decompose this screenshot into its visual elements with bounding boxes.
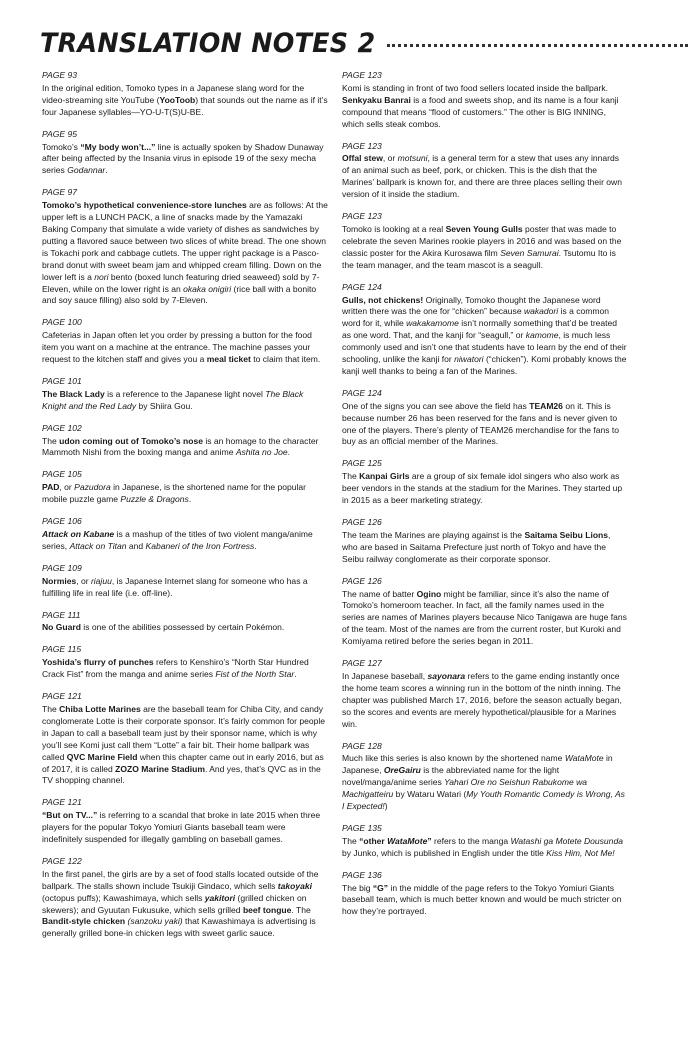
note-page-label: PAGE 102 bbox=[42, 422, 82, 433]
translation-note bbox=[42, 610, 328, 635]
note-page-label: PAGE 93 bbox=[42, 70, 77, 80]
translation-note bbox=[342, 388, 628, 449]
note-page-label: PAGE 123 bbox=[342, 140, 382, 151]
note-body: Yoshida’s flurry of punches refers to Kenshiro’s “North Star Hundred Crack Fist” from the manga and anime series Fist of the North Star. bbox=[42, 657, 309, 680]
note-page-label: PAGE 121 bbox=[42, 797, 82, 808]
translation-note bbox=[42, 563, 328, 600]
note-page-label: PAGE 124 bbox=[342, 281, 382, 292]
note-page-label: PAGE 125 bbox=[342, 458, 382, 469]
note-body: The team the Marines are playing against is the Saitama Seibu Lions, who are based in Saitama Prefecture just north of Tokyo and have the Seibu railway conglomerate as their corporate sponsor. bbox=[342, 529, 611, 564]
translation-note bbox=[342, 211, 628, 272]
translation-note bbox=[42, 187, 328, 307]
note-body: Cafeterias in Japan often let you order by pressing a button for the food item you want on a machine at the entrance. The machine passes your request to the kitchen staff and gives you a meal ticket to claim that item. bbox=[42, 330, 321, 365]
note-page-label: PAGE 106 bbox=[42, 516, 82, 527]
note-body: The name of batter Ogino might be familiar, since it’s also the name of Tomoko’s homeroom teacher. In fact, all the family names used in the series are names of Marines players because Nico Tanigawa are huge fans of the team. Most of the names are from the current roster, but Kuroki and Komiyama retired before the series began in 2011. bbox=[342, 588, 627, 647]
note-page-label: PAGE 126 bbox=[342, 517, 382, 527]
note-body: Normies, or riajuu, is Japanese Internet slang for someone who has a fulfilling life in real life (i.e. off-line). bbox=[42, 575, 308, 598]
note-page-label: PAGE 135 bbox=[342, 822, 382, 833]
note-page-label: PAGE 115 bbox=[42, 644, 82, 655]
note-page-label: PAGE 105 bbox=[42, 469, 82, 480]
translation-note bbox=[42, 317, 328, 366]
note-body: The “other WataMote” refers to the manga Watashi ga Motete Dousunda by Junko, which is published in English under the title Kiss Him, Not Me! bbox=[342, 835, 623, 858]
note-body: Tomoko is looking at a real Seven Young Gulls poster that was made to celebrate the seven Marines rookie players in 2016 and was based on the classic poster for the Akira Kurosawa film Seven Samurai. Tsutomu Ito is the team manager, and the team mascot is a seagull. bbox=[342, 223, 622, 270]
translation-note bbox=[342, 282, 628, 378]
translation-note bbox=[42, 856, 328, 940]
translation-note bbox=[42, 469, 328, 506]
note-page-label: PAGE 126 bbox=[342, 575, 382, 586]
note-body: The Chiba Lotte Marines are the baseball team for Chiba City, and candy conglomerate Lotte is their corporate sponsor. It’s fairly common for people in Japan to call a baseball team just by their sponsor name, which is why you’ll see Komi just call them “Lotte” a fair bit. Their home ballpark was called QVC Marine Field when this chapter came out in early 2016, but as of 2017, it is called ZOZO Marine Stadium. And yes, that’s QVC as in the TV shopping channel. bbox=[42, 703, 325, 786]
translation-note bbox=[342, 576, 628, 648]
note-body: The udon coming out of Tomoko’s nose is an homage to the character Mammoth Nishi from the boxing manga and anime Ashita no Joe. bbox=[42, 435, 319, 458]
note-page-label: PAGE 124 bbox=[342, 387, 382, 398]
note-body: Tomoko’s “My body won’t...” line is actually spoken by Shadow Dunaway after being affected by the Insania virus in episode 19 of the sexy mecha series Godannar. bbox=[42, 141, 324, 176]
note-body: The Black Lady is a reference to the Japanese light novel The Black Knight and the Red Lady by Shiira Gou. bbox=[42, 388, 304, 411]
note-body: Komi is standing in front of two food sellers located inside the ballpark. Senkyaku Banrai is a food and sweets shop, and its name is a four kanji compound that means “flood of customers.” The other is BIG INNING, which sells steak combos. bbox=[342, 82, 619, 129]
note-page-label: PAGE 123 bbox=[342, 70, 382, 80]
note-body: No Guard is one of the abilities possessed by certain Pokémon. bbox=[42, 622, 285, 633]
note-body: Gulls, not chickens! Originally, Tomoko thought the Japanese word written there was the one for “chicken” because wakadori is a common word for it, while wakakamome isn’t normally something that’d be treated as one word. That, and the kanji for “seagull,” or kamome, is much less commonly used and isn’t one that students have to learn by the end of their schooling, unlike the kanji for niwatori (“chicken”). Komi probably knows the kanji well thanks to being a fan of the Marines. bbox=[342, 294, 627, 376]
note-page-label: PAGE 121 bbox=[42, 691, 82, 702]
note-body: In the first panel, the girls are by a set of food stalls located outside of the ballpark. The stalls shown include Tsukiji Gindaco, which sells takoyaki (octopus puffs); Kawashimaya, which sells yakitori (grilled chicken on skewers); and Gyuutan Fukusuke, which sells grilled beef tongue. The Bandit-style chicken (sanzoku yaki) that Kawashimaya is advertising is generally grilled bone-in chicken legs with sweet garlic sauce. bbox=[42, 868, 319, 939]
dotted-rule bbox=[387, 44, 688, 47]
translation-note bbox=[342, 70, 628, 131]
note-page-label: PAGE 123 bbox=[342, 211, 382, 222]
note-body: “But on TV...” is referring to a scandal that broke in late 2015 when three players for the popular Tokyo Yomiuri Giants baseball team were indefinitely suspended for illegally gambling on baseball games. bbox=[42, 810, 321, 845]
note-body: In Japanese baseball, sayonara refers to the game ending instantly once the home team scores a winning run in the bottom of the ninth inning. The chapter was published March 17, 2016, before the season actually began, so the scores and events are merely hypothetical/plausible for a Marines win. bbox=[342, 670, 622, 729]
translation-note bbox=[342, 517, 628, 566]
note-page-label: PAGE 100 bbox=[42, 317, 82, 328]
note-body: Offal stew, or motsuni, is a general term for a stew that uses any innards of an animal such as beef, pork, or chicken. This is the dish that the Marines’ ballpark is known for, and there are three places selling their own version of it inside the stadium. bbox=[342, 153, 622, 200]
note-page-label: PAGE 109 bbox=[42, 562, 82, 573]
translation-note bbox=[42, 691, 328, 787]
page-title: TRANSLATION NOTES 2 bbox=[40, 27, 376, 59]
note-page-label: PAGE 95 bbox=[42, 128, 77, 139]
note-page-label: PAGE 127 bbox=[342, 658, 382, 669]
note-body: One of the signs you can see above the field has TEAM26 on it. This is because number 26 has been reserved for the fans and is never given to one of the players. There’s plenty of TEAM26 merchandise for the fans to buy as an official member of the Marines. bbox=[342, 400, 619, 447]
note-page-label: PAGE 122 bbox=[42, 855, 82, 866]
note-page-label: PAGE 111 bbox=[42, 609, 81, 620]
note-page-label: PAGE 101 bbox=[42, 375, 82, 386]
note-body: The Kanpai Girls are a group of six female idol singers who also work as beer vendors in the stands at the stadium for the Marines. They started up in 2015 as a beer marketing strategy. bbox=[342, 471, 623, 506]
translation-note bbox=[342, 870, 628, 919]
translation-note bbox=[42, 129, 328, 178]
right-column bbox=[342, 70, 628, 928]
translation-note bbox=[342, 823, 628, 860]
left-column bbox=[42, 70, 328, 950]
page-header bbox=[40, 26, 688, 60]
note-body: PAD, or Pazudora in Japanese, is the shortened name for the popular mobile puzzle game Puzzle & Dragons. bbox=[42, 482, 307, 505]
note-page-label: PAGE 136 bbox=[342, 869, 382, 880]
translation-note bbox=[342, 141, 628, 202]
translation-note bbox=[42, 516, 328, 553]
note-body: Much like this series is also known by the shortened name WataMote in Japanese, OreGairu is the abbreviated name for the light novel/manga/anime series Yahari Ore no Seishun Rabukome wa Machigatteiru by Wataru Watari (My Youth Romantic Comedy is Wrong, As I Expected!) bbox=[342, 753, 625, 812]
translation-note bbox=[42, 797, 328, 846]
note-body: The big “G” in the middle of the page refers to the Tokyo Yomiuri Giants baseball team, which is much better known and would be much stricter on how they’re portrayed. bbox=[342, 882, 622, 917]
translation-note bbox=[342, 658, 628, 730]
note-page-label: PAGE 97 bbox=[42, 187, 77, 198]
translation-note bbox=[42, 70, 328, 119]
translation-note bbox=[342, 458, 628, 507]
translation-note bbox=[42, 644, 328, 681]
translation-note bbox=[42, 376, 328, 413]
note-body: Attack on Kabane is a mashup of the titles of two violent manga/anime series, Attack on Titan and Kabaneri of the Iron Fortress. bbox=[42, 529, 313, 551]
note-body: In the original edition, Tomoko types in a Japanese slang word for the video-streaming site YouTube (YooToob) that sounds out the name as if it’s four Japanese syllables—YO-U-T(S)U-BE. bbox=[42, 82, 328, 117]
note-page-label: PAGE 128 bbox=[342, 740, 382, 751]
translation-note bbox=[342, 741, 628, 813]
translation-note bbox=[42, 423, 328, 460]
note-body: Tomoko’s hypothetical convenience-store lunches are as follows: At the upper left is a LUNCH PACK, a line of snacks made by the Yamazaki Baking Company that simulate a wide variety of dishes as sandwiches by putting a flavored sauce between two slices of white bread. The one shown is Tokachi pork and cabbage cutlets. The upper right package is a Pasco-brand donut with sweet beam jam and whipped cream filling. Down on the lower left is a nori bento (boxed lunch featuring dried seaweed) sold by 7-Eleven, while on the lower right is an okaka onigiri (rice ball with a bonito and soy sauce filling) also sold by 7-Eleven. bbox=[42, 200, 328, 306]
